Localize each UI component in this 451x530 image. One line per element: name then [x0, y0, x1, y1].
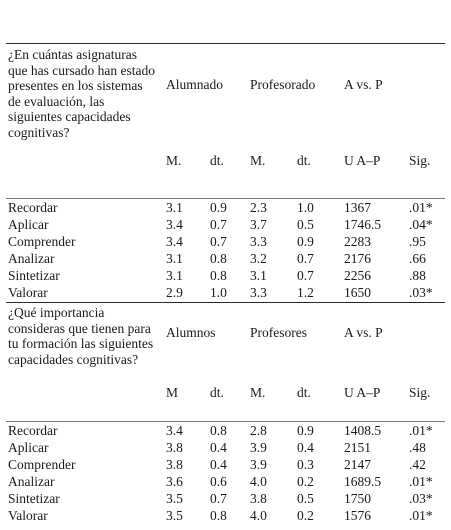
section2-col-sd1: dt.: [210, 385, 224, 400]
cell-m1: 3.6: [166, 474, 183, 489]
cell-sd2: 0.9: [297, 423, 314, 438]
cell-u: 1367: [344, 200, 371, 215]
cell-u: 1576: [344, 508, 371, 523]
cell-m2: 3.3: [250, 234, 267, 249]
cell-m2: 3.9: [250, 440, 267, 455]
cell-sig: .03*: [409, 491, 433, 506]
row-label: Analizar: [8, 251, 55, 266]
cell-u: 2283: [344, 234, 371, 249]
cell-sd1: 0.8: [210, 423, 227, 438]
cell-sd1: 0.8: [210, 508, 227, 523]
cell-sd2: 0.9: [297, 234, 314, 249]
section1-col-mean1: M.: [166, 153, 182, 168]
section-divider-rule: [6, 302, 445, 303]
cell-sd2: 0.7: [297, 268, 314, 283]
cell-sig: .88: [409, 268, 426, 283]
cell-m2: 4.0: [250, 474, 267, 489]
cell-sig: .03*: [409, 285, 433, 300]
cell-u: 1746.5: [344, 217, 382, 232]
cell-sig: .42: [409, 457, 426, 472]
row-label: Valorar: [8, 285, 48, 300]
cell-sd1: 0.8: [210, 268, 227, 283]
section2-group1-header: Alumnos: [166, 325, 216, 340]
cell-sig: .01*: [409, 200, 433, 215]
section2-header-rule: [6, 421, 445, 422]
row-label: Comprender: [8, 234, 76, 249]
cell-sig: .66: [409, 251, 426, 266]
section1-col-sd1: dt.: [210, 153, 224, 168]
section1-col-sd2: dt.: [297, 153, 311, 168]
section2-col-mean2: M.: [250, 385, 266, 400]
cell-sd2: 0.2: [297, 474, 314, 489]
cell-sd2: 0.7: [297, 251, 314, 266]
row-label: Aplicar: [8, 217, 49, 232]
cell-sd1: 1.0: [210, 285, 227, 300]
section1-question: ¿En cuántas asignaturas que has cursado han estado presentes en los sistemas de evaluación, las siguientes capacidades cognitivas?: [8, 47, 155, 140]
row-label: Recordar: [8, 200, 58, 215]
cell-u: 1689.5: [344, 474, 382, 489]
table-row: [0, 285, 451, 302]
table-row: [0, 474, 451, 491]
cell-sd2: 1.0: [297, 200, 314, 215]
cell-m1: 3.1: [166, 200, 183, 215]
cell-sd2: 0.5: [297, 217, 314, 232]
cell-m2: 4.0: [250, 508, 267, 523]
cell-u: 2256: [344, 268, 371, 283]
row-label: Recordar: [8, 423, 58, 438]
section1-col-u: U A–P: [344, 153, 381, 168]
cell-u: 1650: [344, 285, 371, 300]
cell-sd1: 0.4: [210, 457, 227, 472]
cell-m2: 3.3: [250, 285, 267, 300]
cell-sd1: 0.7: [210, 234, 227, 249]
row-label: Sintetizar: [8, 268, 60, 283]
section2-comparison-header: A vs. P: [344, 325, 383, 340]
cell-m2: 2.8: [250, 423, 267, 438]
cell-sig: .48: [409, 440, 426, 455]
cell-sd1: 0.9: [210, 200, 227, 215]
cell-m1: 3.4: [166, 217, 183, 232]
cell-sd2: 1.2: [297, 285, 314, 300]
section2-col-mean1: M: [166, 385, 179, 400]
cell-sd2: 0.4: [297, 440, 314, 455]
cell-m1: 3.8: [166, 457, 183, 472]
table-row: [0, 200, 451, 217]
cell-sd1: 0.6: [210, 474, 227, 489]
cell-m1: 3.4: [166, 234, 183, 249]
section1-col-sig: Sig.: [409, 153, 431, 168]
section1-comparison-header: A vs. P: [344, 77, 383, 92]
cell-sd2: 0.3: [297, 457, 314, 472]
row-label: Valorar: [8, 508, 48, 523]
cell-sig: .95: [409, 234, 426, 249]
cell-sig: .01*: [409, 508, 433, 523]
cell-u: 1408.5: [344, 423, 382, 438]
cell-m2: 3.9: [250, 457, 267, 472]
cell-u: 2151: [344, 440, 371, 455]
cell-sig: .01*: [409, 474, 433, 489]
cell-m1: 3.5: [166, 508, 183, 523]
cell-m2: 3.2: [250, 251, 267, 266]
section2-col-sig: Sig.: [409, 385, 431, 400]
section1-group2-header: Profesorado: [250, 77, 316, 92]
cell-m1: 3.5: [166, 491, 183, 506]
cell-u: 2176: [344, 251, 371, 266]
table-row: [0, 217, 451, 234]
cell-sd1: 0.7: [210, 491, 227, 506]
section1-col-mean2: M.: [250, 153, 266, 168]
row-label: Aplicar: [8, 440, 49, 455]
cell-m2: 3.1: [250, 268, 267, 283]
cell-sd2: 0.2: [297, 508, 314, 523]
table-top-rule: [6, 43, 445, 44]
section2-col-u: U A–P: [344, 385, 381, 400]
table-row: [0, 423, 451, 440]
row-label: Analizar: [8, 474, 55, 489]
section2-group2-header: Profesores: [250, 325, 307, 340]
cell-u: 2147: [344, 457, 371, 472]
cell-sd1: 0.8: [210, 251, 227, 266]
table-row: [0, 491, 451, 508]
cell-sig: .01*: [409, 423, 433, 438]
cell-u: 1750: [344, 491, 371, 506]
row-label: Sintetizar: [8, 491, 60, 506]
cell-m2: 3.8: [250, 491, 267, 506]
table-row: [0, 234, 451, 251]
table-row: [0, 440, 451, 457]
table-row: [0, 268, 451, 285]
cell-m1: 3.1: [166, 251, 183, 266]
section1-group1-header: Alumnado: [166, 77, 223, 92]
cell-sd2: 0.5: [297, 491, 314, 506]
row-label: Comprender: [8, 457, 76, 472]
table-row: [0, 251, 451, 268]
table-row: [0, 457, 451, 474]
table-row: [0, 508, 451, 525]
section1-header-rule: [6, 198, 445, 199]
cell-m2: 3.7: [250, 217, 267, 232]
cell-m1: 3.4: [166, 423, 183, 438]
cell-m2: 2.3: [250, 200, 267, 215]
cell-m1: 3.8: [166, 440, 183, 455]
section2-col-sd2: dt.: [297, 385, 311, 400]
cell-m1: 2.9: [166, 285, 183, 300]
cell-sig: .04*: [409, 217, 433, 232]
cell-sd1: 0.4: [210, 440, 227, 455]
cell-m1: 3.1: [166, 268, 183, 283]
section2-question: ¿Qué importancia consideras que tienen para tu formación las siguientes capacidades cognitivas?: [8, 305, 154, 367]
cell-sd1: 0.7: [210, 217, 227, 232]
